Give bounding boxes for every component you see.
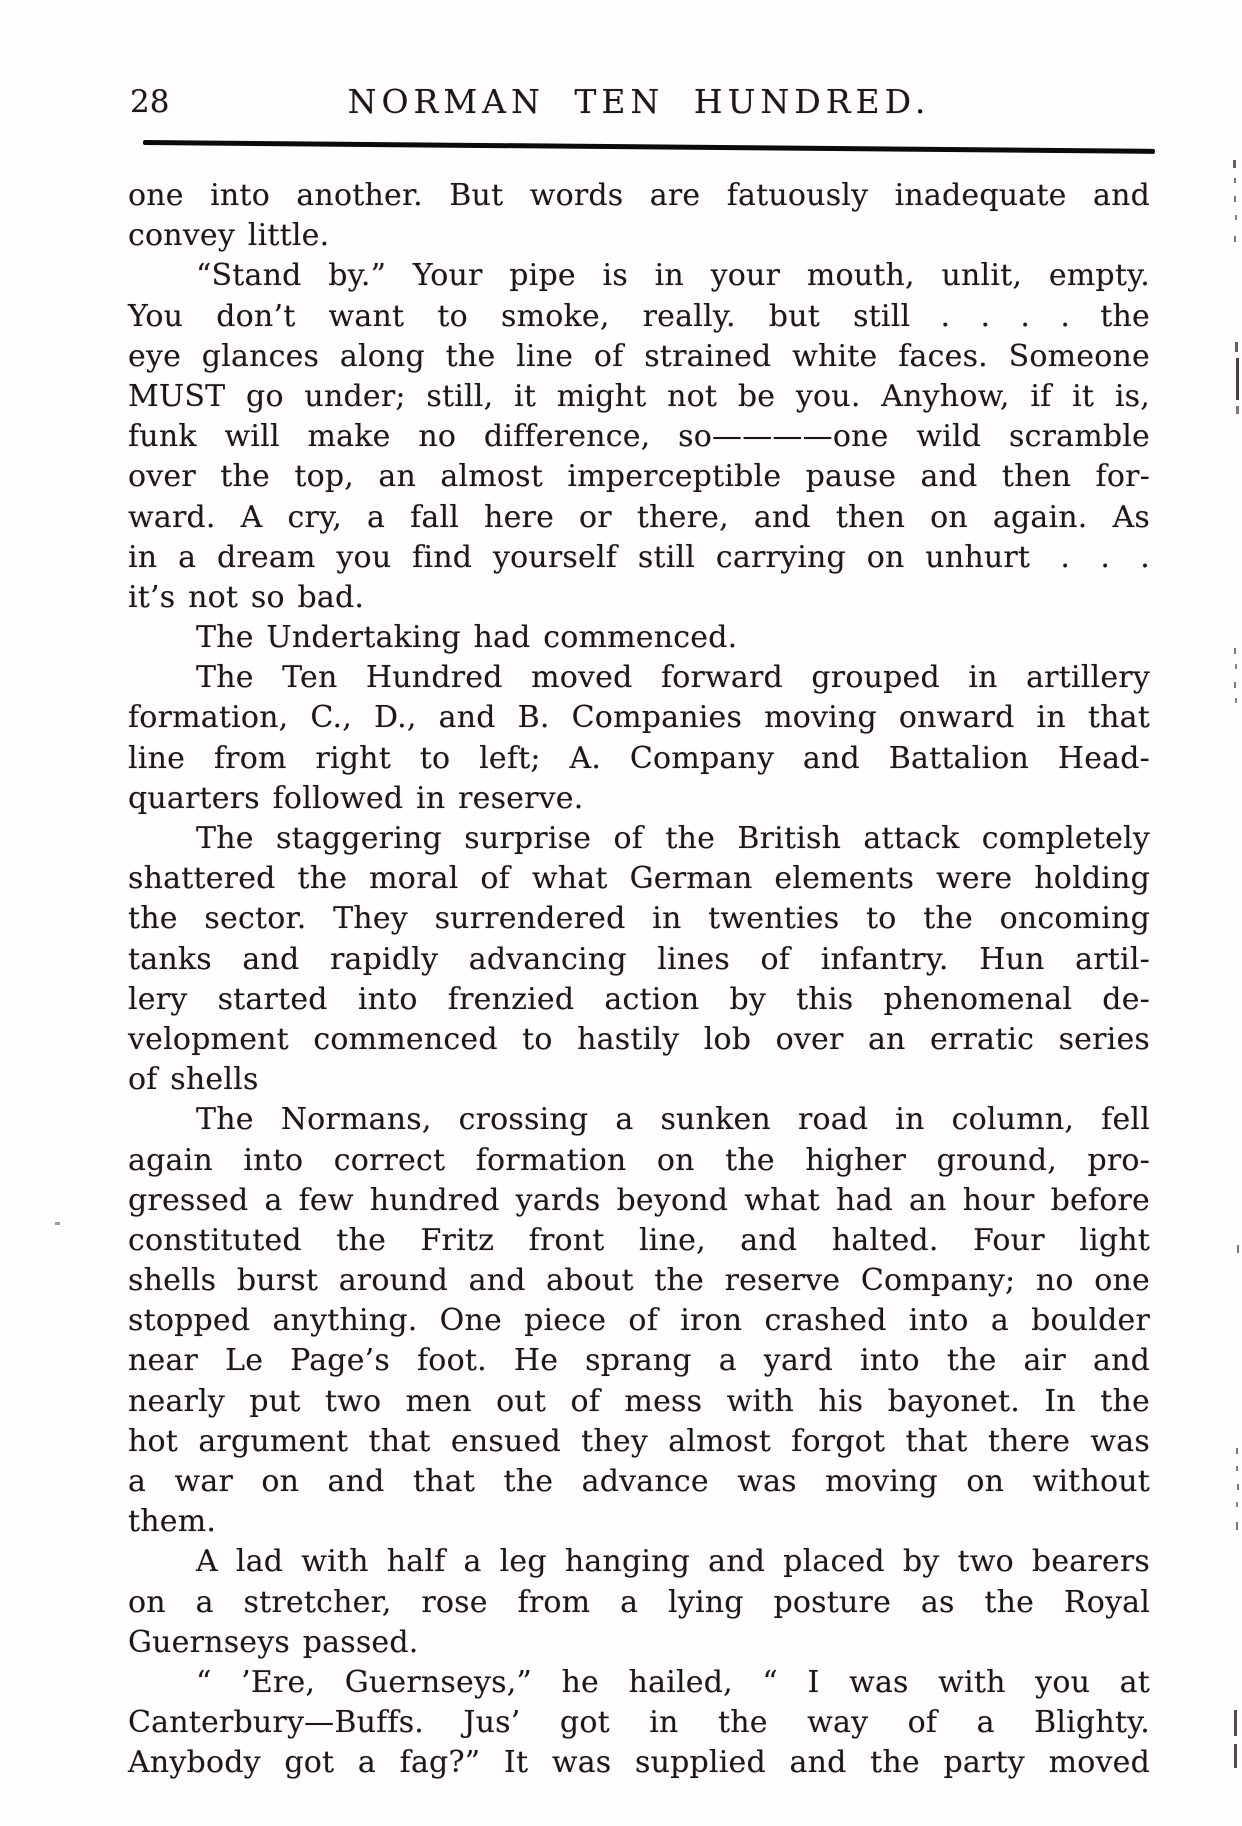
text-line: again into correct formation on the higher ground, pro- — [128, 1142, 1150, 1178]
text-line: The Normans, crossing a sunken road in column, fell — [196, 1102, 1150, 1138]
text-line: A lad with half a leg hanging and placed by two bearers — [196, 1544, 1150, 1580]
text-line: one into another. But words are fatuously inadequate and — [128, 178, 1150, 213]
text-line: hot argument that ensued they almost forgot that there was — [128, 1423, 1150, 1459]
text-line: Canterbury—Buffs. Jus’ got in the way of a Blighty. — [128, 1705, 1150, 1741]
text-line: a war on and that the advance was moving on without — [128, 1464, 1150, 1499]
text-line: in a dream you find yourself still carrying on unhurt . . . — [128, 539, 1150, 575]
text-line: near Le Page’s foot. He sprang a yard into the air and — [128, 1343, 1150, 1379]
text-line: convey little. — [128, 218, 330, 254]
text-line: shattered the moral of what German elements were holding — [128, 861, 1150, 897]
text-line: The Ten Hundred moved forward grouped in artillery — [196, 660, 1150, 696]
text-line: funk will make no difference, so————one wild scramble — [128, 419, 1150, 455]
text-line: The Undertaking had commenced. — [196, 620, 738, 656]
page-header — [128, 82, 1150, 126]
scan-artifact — [55, 1222, 60, 1225]
scan-artifact — [1236, 406, 1239, 414]
scan-artifact — [1234, 1710, 1237, 1736]
text-line: them. — [128, 1504, 217, 1540]
text-line: of shells — [128, 1062, 259, 1098]
page-number: 28 — [130, 84, 170, 120]
scan-artifact — [1234, 178, 1236, 183]
scan-artifact — [1236, 1522, 1238, 1530]
scan-artifact — [1234, 648, 1236, 654]
text-line: velopment commenced to hastily lob over an erratic series — [128, 1021, 1150, 1057]
scan-artifact — [1233, 160, 1236, 168]
text-line: quarters followed in reserve. — [128, 780, 584, 816]
text-line: “Stand by.” Your pipe is in your mouth, unlit, empty. — [196, 258, 1150, 294]
scan-artifact — [1236, 1466, 1238, 1471]
text-line: tanks and rapidly advancing lines of infantry. Hun artil- — [128, 941, 1150, 977]
text-line: lery started into frenzied action by this phenomenal de- — [128, 981, 1150, 1017]
text-line: ward. A cry, a fall here or there, and then on again. As — [128, 499, 1150, 535]
text-line: shells burst around and about the reserve Company; no one — [128, 1263, 1150, 1299]
text-line: nearly put two men out of mess with his bayonet. In the — [128, 1383, 1150, 1419]
scan-artifact — [1236, 1502, 1238, 1507]
text-line: Anybody got a fag?” It was supplied and the party moved — [128, 1745, 1150, 1781]
text-line: formation, C., D., and B. Companies moving onward in that — [128, 700, 1150, 736]
header-divider-rule — [143, 140, 1155, 154]
text-line: constituted the Fritz front line, and halted. Four light — [128, 1222, 1150, 1258]
text-line: Guernseys passed. — [128, 1624, 419, 1660]
scan-artifact — [1234, 682, 1236, 688]
text-line: stopped anything. One piece of iron crashed into a boulder — [128, 1303, 1150, 1339]
text-line: “ ’Ere, Guernseys,” he hailed, “ I was with you at — [196, 1664, 1150, 1700]
scan-artifact — [1237, 1484, 1239, 1490]
scan-artifact — [1234, 196, 1236, 202]
scan-artifact — [1237, 1245, 1239, 1253]
scan-artifact — [1236, 358, 1239, 400]
running-head-title: NORMAN TEN HUNDRED. — [347, 82, 931, 121]
scan-artifact — [1234, 236, 1236, 242]
scan-artifact — [1235, 215, 1237, 220]
text-line: line from right to left; A. Company and Battalion Head- — [128, 740, 1150, 776]
text-line: gressed a few hundred yards beyond what had an hour before — [128, 1182, 1150, 1218]
text-line: over the top, an almost imperceptible pause and then for- — [128, 459, 1150, 495]
text-line: MUST go under; still, it might not be you. Anyhow, if it is, — [128, 378, 1150, 414]
scan-artifact — [1234, 1744, 1237, 1768]
page-body — [128, 176, 1150, 1784]
scan-artifact — [1235, 664, 1237, 669]
text-line: You don’t want to smoke, really. but still . . . . the — [128, 298, 1150, 334]
scan-artifact — [1235, 698, 1237, 703]
scan-artifact — [1235, 342, 1238, 352]
text-line: it’s not so bad. — [128, 579, 365, 615]
scan-artifact — [1236, 1448, 1238, 1454]
text-line: eye glances along the line of strained white faces. Someone — [128, 338, 1150, 374]
text-line: the sector. They surrendered in twenties to the oncoming — [128, 901, 1150, 937]
text-line: The staggering surprise of the British attack completely — [196, 821, 1150, 856]
text-line: on a stretcher, rose from a lying posture as the Royal — [128, 1584, 1150, 1620]
